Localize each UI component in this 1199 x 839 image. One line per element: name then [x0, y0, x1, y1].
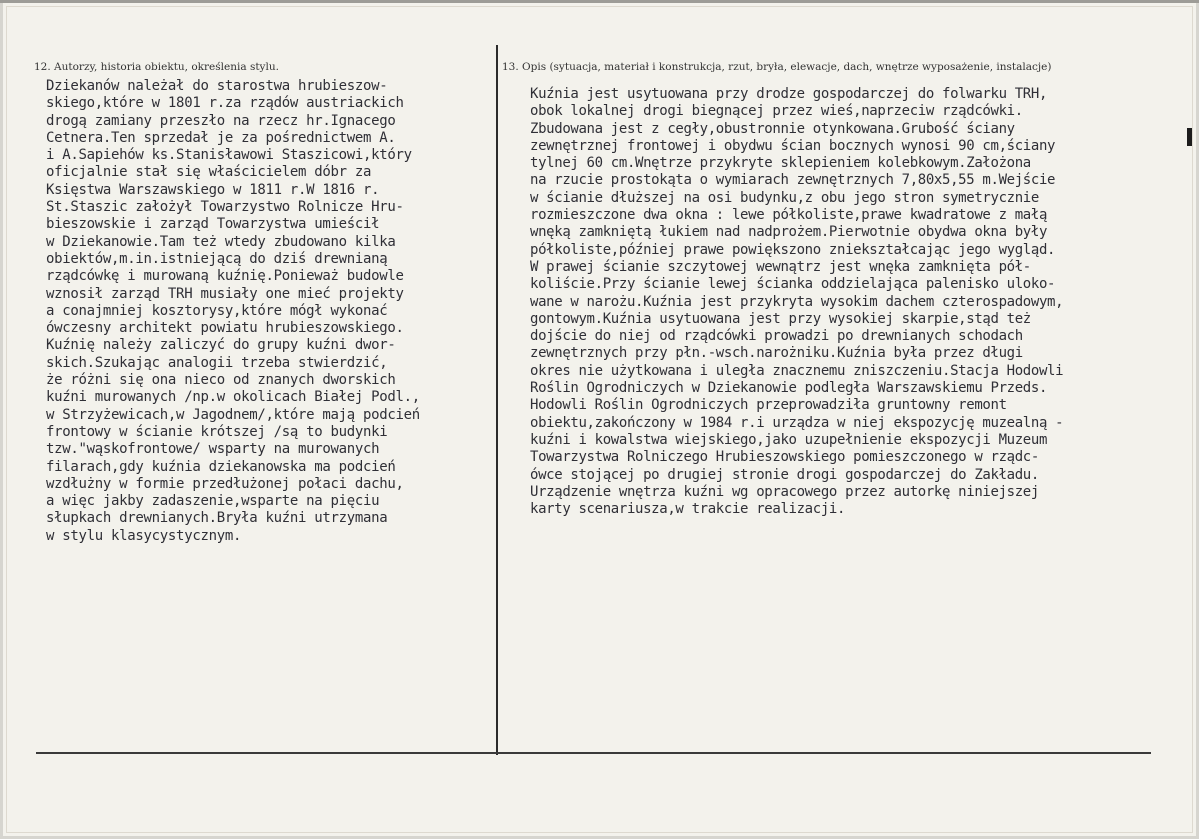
- text-line: filarach,gdy kuźnia dziekanowska ma podcień: [46, 458, 396, 475]
- text-line: w stylu klasycystycznym.: [46, 527, 242, 544]
- bottom-rule: [36, 752, 1151, 754]
- text-line: wnęką zamkniętą łukiem nad nadprożem.Pierwotnie obydwa okna były: [530, 224, 1048, 241]
- text-line: Kuźnia jest usytuowana przy drodze gospodarczej do folwarku TRH,: [530, 86, 1048, 102]
- text-line: a więc jakby zadaszenie,wsparte na pięciu: [46, 493, 380, 510]
- text-line: Towarzystwa Rolniczego Hrubieszowskiego pomieszczonego w rządc-: [530, 449, 1039, 466]
- section-13-text: [530, 86, 1063, 518]
- text-line: frontowy w ścianie krótszej /są to budynki: [46, 423, 388, 440]
- text-line: Dziekanów należał do starostwa hrubieszow-: [46, 78, 388, 94]
- text-line: obiektów,m.in.istniejącą do dziś drewnianą: [46, 250, 388, 267]
- text-line: zewnętrznej frontowej i obydwu ścian bocznych wynosi 90 cm,ściany: [530, 137, 1056, 154]
- text-line: wznosił zarząd TRH musiały one mieć projekty: [46, 285, 404, 302]
- text-line: Urządzenie wnętrza kuźni wg opracowego przez autorkę niniejszej: [530, 483, 1039, 500]
- text-line: zewnętrznych przy płn.-wsch.narożniku.Kuźnia była przez długi: [530, 345, 1023, 362]
- text-line: oficjalnie stał się właścicielem dóbr za: [46, 164, 372, 181]
- text-line: wzdłużny w formie przedłużonej połaci dachu,: [46, 475, 404, 492]
- text-line: obok lokalnej drogi biegnącej przez wieś,naprzeciw rządcówki.: [530, 103, 1023, 120]
- text-line: w Strzyżewicach,w Jagodnem/,które mają podcień: [46, 406, 420, 423]
- text-line: wane w narożu.Kuźnia jest przykryta wysokim dachem czterospadowym,: [530, 293, 1064, 310]
- column-divider: [496, 45, 498, 755]
- text-line: Hodowli Roślin Ogrodniczych przeprowadziła gruntowny remont: [530, 397, 1007, 414]
- text-line: W prawej ścianie szczytowej wewnątrz jest wnęka zamknięta pół-: [530, 258, 1031, 275]
- text-line: koliście.Przy ścianie lewej ścianka oddzielająca palenisko uloko-: [530, 276, 1056, 293]
- text-line: Roślin Ogrodniczych w Dziekanowie podległa Warszawskiemu Przeds.: [530, 380, 1048, 397]
- text-line: Kuźnię należy zaliczyć do grupy kuźni dwor-: [46, 337, 396, 354]
- text-line: dojście do niej od rządcówki prowadzi po drewnianych schodach: [530, 328, 1023, 345]
- text-line: a conajmniej kosztorysy,które mógł wykonać: [46, 302, 388, 319]
- text-line: ówce stojącej po drugiej stronie drogi gospodarczej do Zakładu.: [530, 466, 1039, 483]
- text-line: kuźni i kowalstwa wiejskiego,jako uzupełnienie ekspozycji Muzeum: [530, 431, 1048, 448]
- text-line: Księstwa Warszawskiego w 1811 r.W 1816 r.: [46, 181, 380, 198]
- text-line: w Dziekanowie.Tam też wtedy zbudowano kilka: [46, 233, 396, 250]
- text-line: karty scenariusza,w trakcie realizacji.: [530, 501, 846, 518]
- text-line: skiego,które w 1801 r.za rządów austriackich: [46, 95, 404, 112]
- text-line: tzw."wąskofrontowe/ wsparty na murowanych: [46, 441, 380, 458]
- text-line: rozmieszczone dwa okna : lewe półkoliste,prawe kwadratowe z małą: [530, 207, 1048, 224]
- text-line: że różni się ona nieco od znanych dworskich: [46, 372, 396, 389]
- text-line: obiektu,zakończony w 1984 r.i urządza w niej ekspozycję muzealną -: [530, 414, 1064, 431]
- edge-mark: [1187, 128, 1192, 146]
- text-line: półkoliste,później prawe powiększono zniekształcając jego wygląd.: [530, 241, 1056, 258]
- text-line: tylnej 60 cm.Wnętrze przykryte sklepieniem kolebkowym.Założona: [530, 155, 1031, 172]
- text-line: ówczesny architekt powiatu hrubieszowskiego.: [46, 320, 404, 337]
- text-line: w ścianie dłuższej na osi budynku,z obu jego stron symetrycznie: [530, 189, 1039, 206]
- text-line: drogą zamiany przeszło na rzecz hr.Ignacego: [46, 112, 396, 129]
- section-12-heading: 12. Autorzy, historia obiektu, określenia stylu.: [34, 61, 279, 73]
- top-edge-rule: [0, 0, 1199, 3]
- section-12-text: [46, 78, 420, 545]
- text-line: rządcówkę i murowaną kuźnię.Ponieważ budowle: [46, 268, 404, 285]
- text-line: i A.Sapiehów ks.Stanisławowi Staszicowi,który: [46, 147, 412, 164]
- text-line: na rzucie prostokąta o wymiarach zewnętrznych 7,80x5,55 m.Wejście: [530, 172, 1056, 189]
- section-13-heading: 13. Opis (sytuacja, materiał i konstrukcja, rzut, bryła, elewacje, dach, wnętrze wyposażenie, instalacje): [502, 61, 1052, 73]
- text-line: słupkach drewnianych.Bryła kuźni utrzymana: [46, 510, 388, 527]
- text-line: skich.Szukając analogii trzeba stwierdzić,: [46, 354, 388, 371]
- text-line: okres nie użytkowana i uległa znacznemu zniszczeniu.Stacja Hodowli: [530, 362, 1064, 379]
- text-line: St.Staszic założył Towarzystwo Rolnicze Hru-: [46, 199, 404, 216]
- text-line: kuźni murowanych /np.w okolicach Białej Podl.,: [46, 389, 420, 406]
- text-line: Zbudowana jest z cegły,obustronnie otynkowana.Grubość ściany: [530, 120, 1015, 137]
- text-line: Cetnera.Ten sprzedał je za pośrednictwem A.: [46, 129, 396, 146]
- text-line: bieszowskie i zarząd Towarzystwa umieścił: [46, 216, 380, 233]
- text-line: gontowym.Kuźnia usytuowana jest przy wysokiej skarpie,stąd też: [530, 310, 1031, 327]
